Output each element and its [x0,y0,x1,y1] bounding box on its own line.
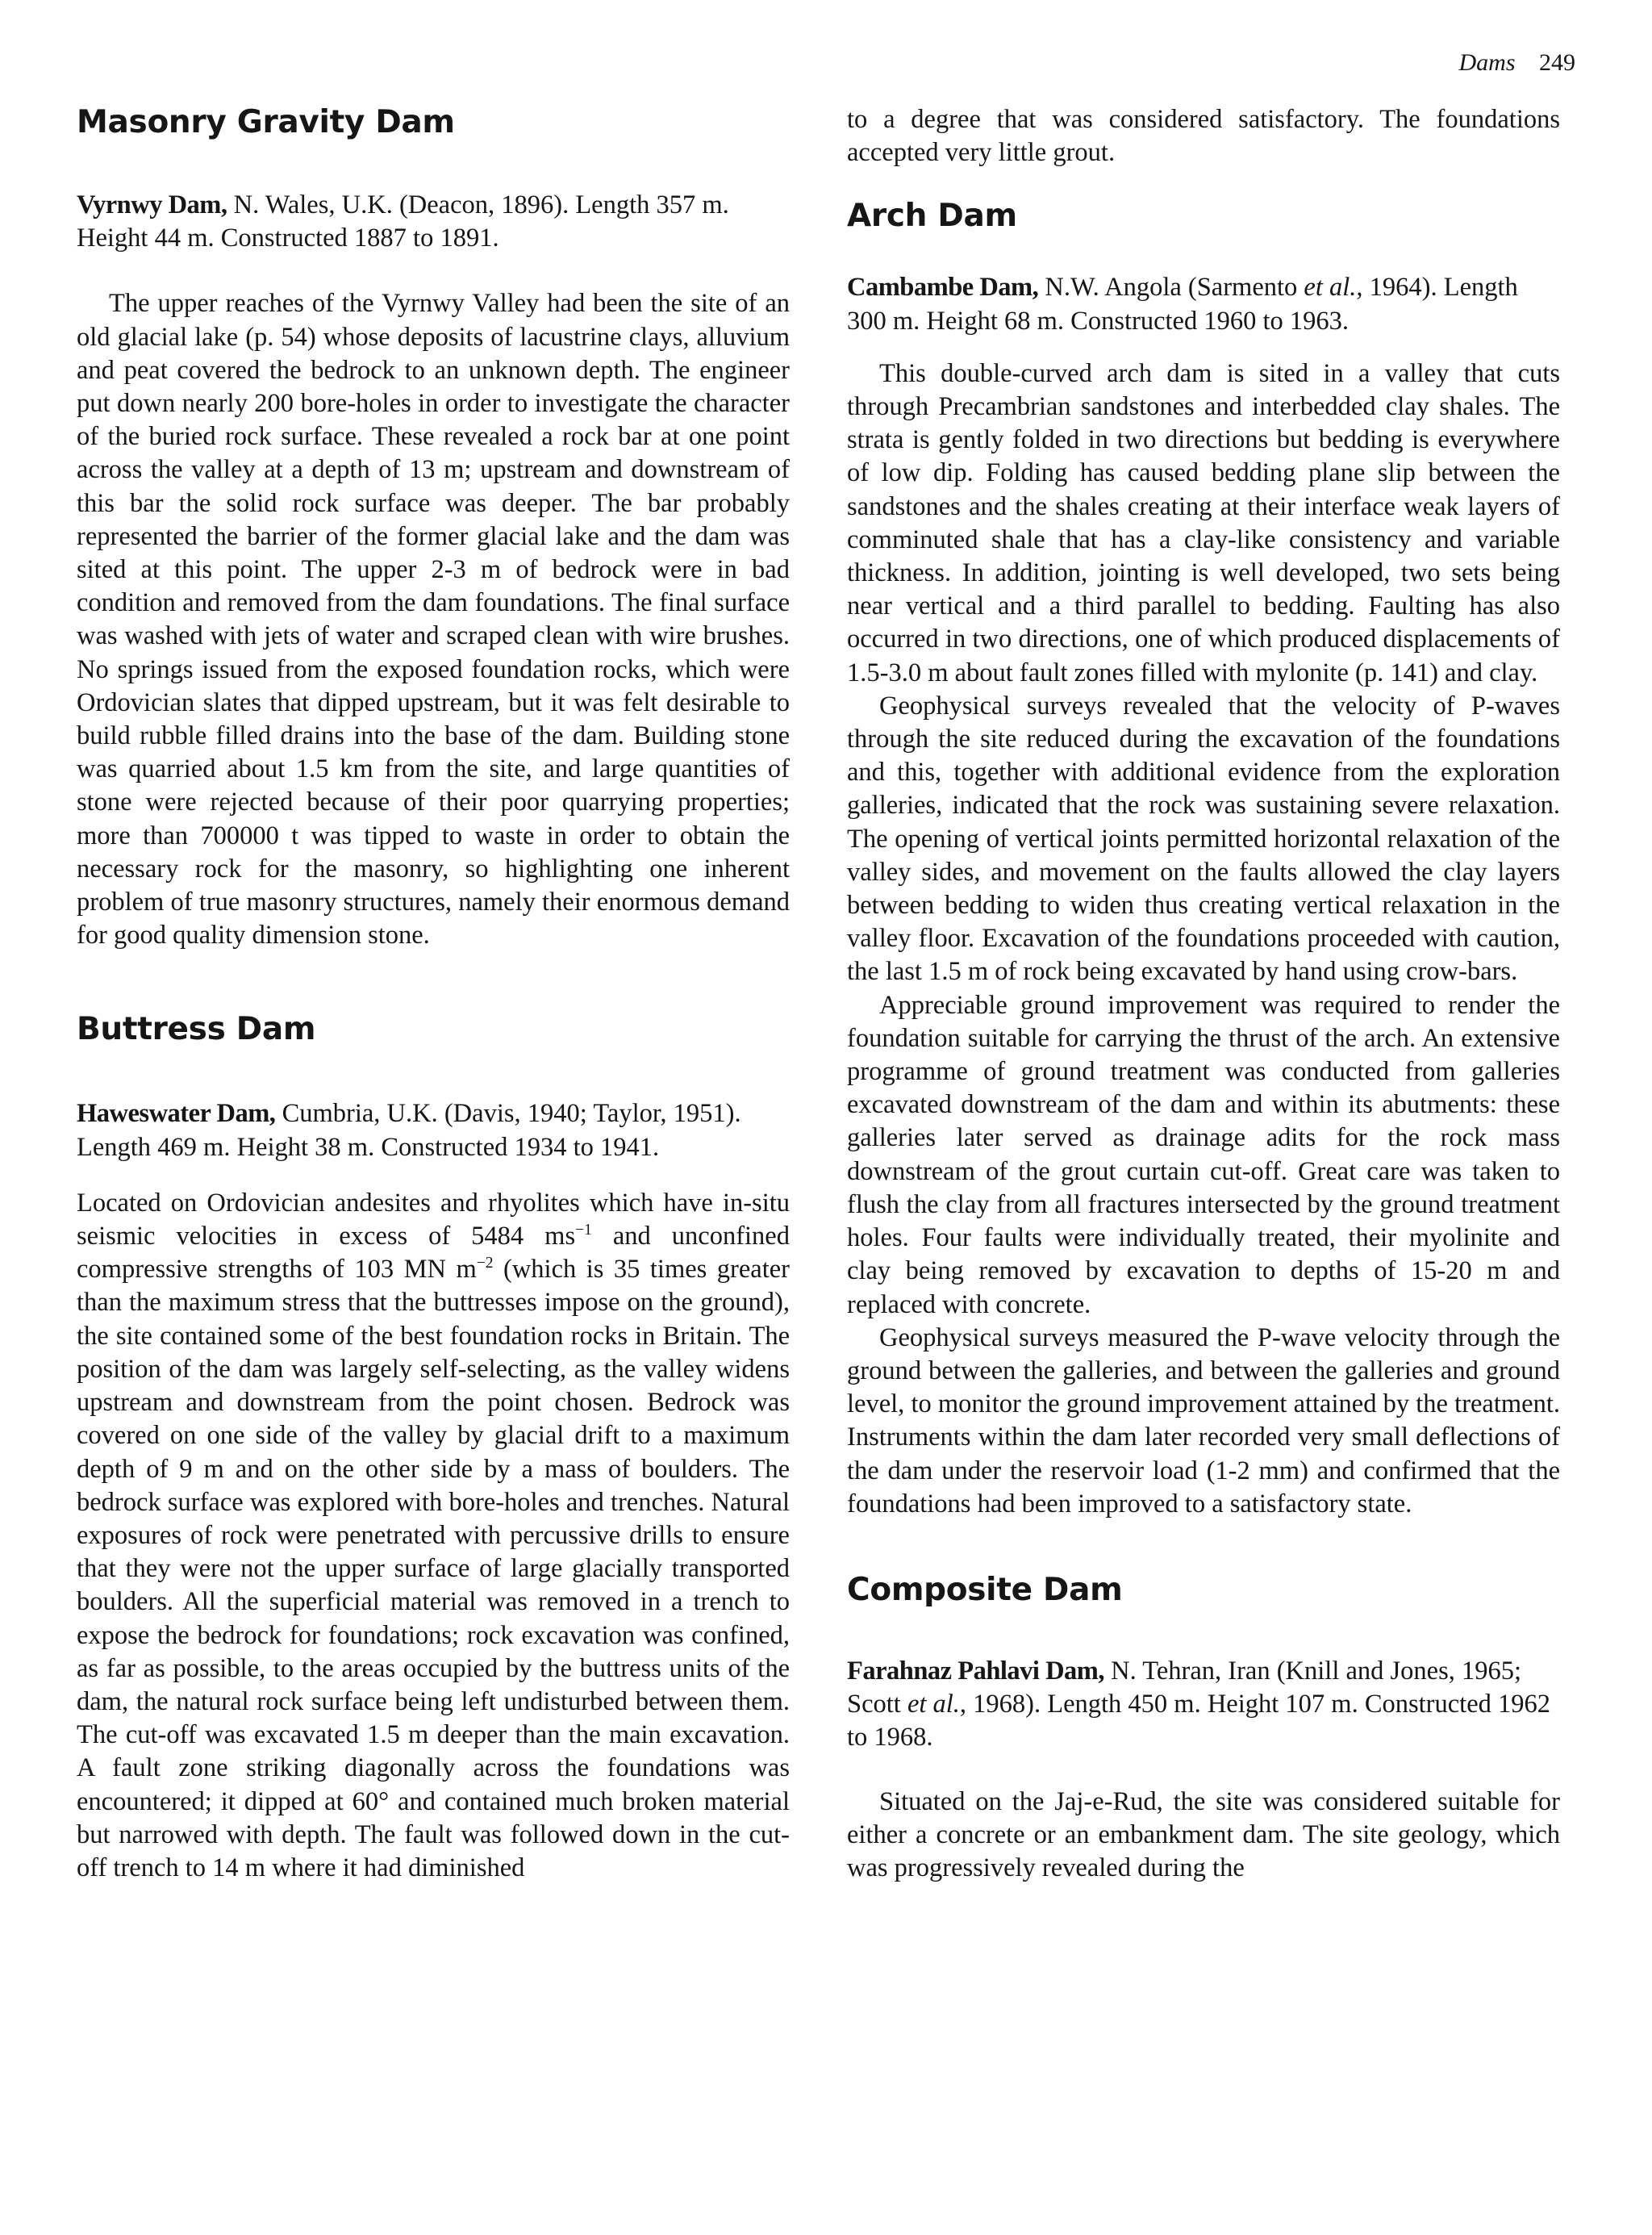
dam-details-haweswater: Cumbria, U.K. (Davis, 1940; Taylor, 1951). Length 469 m. Height 38 m. Constructed 1934 to 1941. [77,1099,741,1162]
text-run: -wave velocity through the ground between the galleries, and between the galleries and ground level, to monitor the ground improvement attained by the treatment. Instruments within the dam later recorded very small deflections of the dam under the reservoir load (1-2 mm) and confirmed that the foundations had been improved to a satisfactory state. [847,1322,1560,1519]
italic-et-al: et al. [907,1690,960,1719]
text-run: N. Tehran, Iran (Knill and Jones, 1965; Scott [847,1656,1522,1719]
text-run: and unconfined compressive strengths of 103 MN m [77,1222,790,1285]
dam-name-vyrnwy: Vyrnwy Dam, [77,190,227,219]
paragraph-cambambe-2 [847,690,1560,989]
text-run: Geophysical surveys measured the [879,1322,1258,1352]
paragraph-haweswater [77,1187,790,1885]
dam-entry-haweswater [77,1097,790,1163]
paragraph-cambambe-4 [847,1322,1560,1521]
superscript: −1 [575,1222,592,1239]
dam-name-farahnaz: Farahnaz Pahlavi Dam, [847,1656,1105,1686]
text-run: (which is 35 times greater than the maximum stress that the buttresses impose on the ground), the site contained some of the best foundation rocks in Britain. The position of the dam was largely self-selecting, as the valley widens upstream and downstream from the point chosen. Bedrock was covered on one side of the valley by glacial drift to a maximum depth of 9 m and on the other side by a mass of boulders. The bedrock surface was explored with bore-holes and trenches. Natural exposures of rock were penetrated with percussive drills to ensure that they were not the upper surface of large glacially transported boulders. All the superficial material was removed in a trench to expose the bedrock for foundations; rock excavation was confined, as far as possible, to the areas occupied by the buttress units of the dam, the natural rock surface being left undisturbed between them. The cut-off was excavated 1.5 m deeper than the main excavation. A fault zone striking diagonally across the foundations was encountered; it dipped at 60° and contained much broken material but narrowed with depth. The fault was followed down in the cut-off trench to 14 m where it had diminished [77,1255,790,1882]
text-run: -waves through the site reduced during the excavation of the foundations and this, together with additional evidence from the exploration galleries, indicated that the rock was sustaining severe relaxation. The opening of vertical joints permitted horizontal relaxation of the valley sides, and movement on the faults allowed the clay layers between bedding to widen thus creating vertical relaxation in the valley floor. Excavation of the foundations proceeded with caution, the last 1.5 m of rock being excavated by hand using crow-bars. [847,691,1560,987]
section-heading-arch-dam: Arch Dam [847,198,1017,235]
right-column [847,103,1560,1885]
text-run: Located on Ordovician andesites and rhyolites which have [77,1188,723,1218]
dam-details-vyrnwy: N. Wales, U.K. (Deacon, 1896). Length 357 m. Height 44 m. Constructed 1887 to 1891. [77,190,729,253]
italic-in-situ: in-situ [722,1188,790,1218]
running-head [1458,47,1575,79]
text-run: , 1968). Length 450 m. Height 107 m. Constructed 1962 to 1968. [847,1690,1550,1752]
italic-p: P [1257,1322,1272,1352]
text-run: , 1964). Length 300 m. Height 68 m. Constructed 1960 to 1963. [847,273,1518,336]
superscript: −2 [476,1255,494,1272]
dam-entry-farahnaz [847,1655,1560,1755]
text-run: Geophysical surveys revealed that the velocity of [879,691,1471,721]
text-run: N.W. Angola (Sarmento [1038,273,1304,303]
dam-entry-cambambe [847,271,1560,337]
section-heading-composite-dam: Composite Dam [847,1571,1123,1608]
paragraph-cambambe-1: This double-curved arch dam is sited in a valley that cuts through Precambrian sandstones and interbedded clay shales. The strata is gently folded in two directions but bedding is everywhere of low dip. Folding has caused bedding plane slip between the sandstones and the shales creating at their interface weak layers of comminuted shale that has a clay-like consistency and variable thickness. In addition, jointing is well developed, two sets being near vertical and a third parallel to bedding. Faulting has also occurred in two directions, one of which produced displacements of 1.5-3.0 m about fault zones filled with mylonite (p. 141) and clay. [847,358,1560,687]
paragraph-cambambe-3: Appreciable ground improvement was required to render the foundation suitable for carrying the thrust of the arch. An extensive programme of ground treatment was conducted from galleries excavated downstream of the dam and within its abutments: these galleries later served as drainage adits for the rock mass downstream of the grout curtain cut-off. Great care was taken to flush the clay from all fractures intersected by the ground treatment holes. Four faults were individually treated, their myolinite and clay being removed by excavation to depths of 15-20 m and replaced with concrete. [847,990,1560,1319]
dam-name-haweswater: Haweswater Dam, [77,1099,276,1129]
italic-p: P [1471,691,1486,721]
paragraph-vyrnwy: The upper reaches of the Vyrnwy Valley had been the site of an old glacial lake (p. 54) whose deposits of lacustrine clays, alluvium and peat covered the bedrock to an unknown depth. The engineer put down nearly 200 bore-holes in order to investigate the character of the buried rock surface. These revealed a rock bar at one point across the valley at a depth of 13 m; upstream and downstream of this bar the solid rock surface was deeper. The bar probably represented the barrier of the former glacial lake and the dam was sited at this point. The upper 2-3 m of bedrock were in bad condition and removed from the dam foundations. The final surface was washed with jets of water and scraped clean with wire brushes. No springs issued from the exposed foundation rocks, which were Ordovician slates that dipped upstream, but it was felt desirable to build rubble filled drains into the base of the dam. Building stone was quarried about 1.5 km from the site, and large quantities of stone were rejected because of their poor quarrying properties; more than 700000 t was tipped to waste in order to obtain the necessary rock for the masonry, so highlighting one inherent problem of true masonry structures, namely their enormous demand for good quality dimension stone. [77,289,790,950]
section-heading-masonry-gravity-dam: Masonry Gravity Dam [77,104,455,140]
section-heading-buttress-dam: Buttress Dam [77,1011,316,1048]
italic-et-al: et al. [1304,273,1357,303]
left-column [77,103,790,1885]
dam-name-cambambe: Cambambe Dam, [847,273,1039,303]
paragraph-continuation: to a degree that was considered satisfactory. The foundations accepted very little grout. [847,105,1560,168]
running-title: Dams [1458,49,1516,76]
text-run: seismic velocities in excess of 5484 ms [77,1222,576,1251]
page-number: 249 [1539,49,1575,76]
paragraph-farahnaz: Situated on the Jaj-e-Rud, the site was considered suitable for either a concrete or an embankment dam. The site geology, which was progressively revealed during the [847,1786,1560,1882]
dam-entry-vyrnwy [77,189,790,255]
